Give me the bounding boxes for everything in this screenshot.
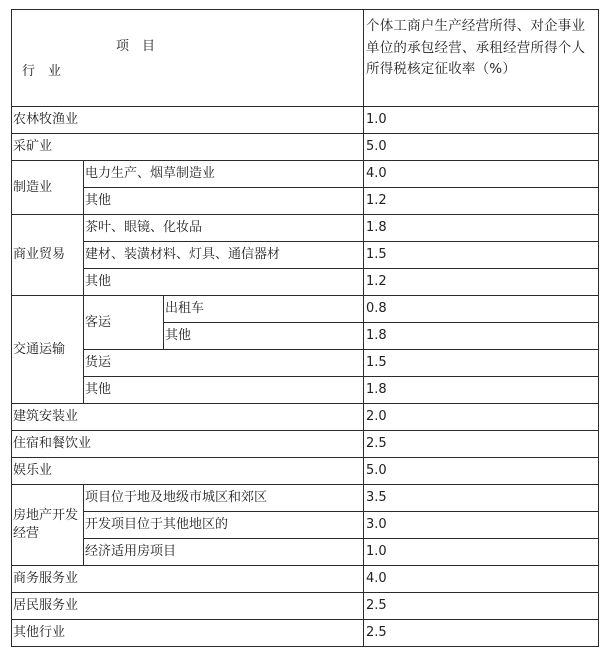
industry-name: 交通运输: [12, 296, 84, 404]
sub-item-name: 开发项目位于其他地区的: [84, 512, 364, 539]
industry-name: 娱乐业: [12, 458, 364, 485]
rate-value: 2.5: [364, 431, 599, 458]
industry-name: 住宿和餐饮业: [12, 431, 364, 458]
table-row: [12, 593, 599, 620]
table-row: [12, 188, 599, 215]
sub-sub-item-name: 出租车: [164, 296, 364, 323]
sub-item-name: 电力生产、烟草制造业: [84, 161, 364, 188]
rate-value: 1.8: [364, 323, 599, 350]
rate-value: 1.5: [364, 350, 599, 377]
rate-value: 5.0: [364, 134, 599, 161]
sub-item-name: 客运: [84, 296, 164, 350]
industry-name: 建筑安装业: [12, 404, 364, 431]
table-row: [12, 242, 599, 269]
rate-value: 1.2: [364, 269, 599, 296]
table-row: [12, 431, 599, 458]
rate-value: 5.0: [364, 458, 599, 485]
rate-value: 4.0: [364, 161, 599, 188]
table-row: [12, 458, 599, 485]
table-row: [12, 620, 599, 647]
rate-value: 2.0: [364, 404, 599, 431]
tax-rate-table-container: [11, 9, 599, 647]
table-row: [12, 539, 599, 566]
rate-value: 1.0: [364, 539, 599, 566]
sub-item-name: 其他: [84, 188, 364, 215]
sub-item-name: 茶叶、眼镜、化妆品: [84, 215, 364, 242]
rate-value: 2.5: [364, 620, 599, 647]
rate-value: 2.5: [364, 593, 599, 620]
table-row: [12, 350, 599, 377]
table-row: [12, 269, 599, 296]
rate-value: 3.0: [364, 512, 599, 539]
industry-name: 居民服务业: [12, 593, 364, 620]
rate-value: 1.8: [364, 377, 599, 404]
table-header-row: [12, 10, 599, 107]
sub-sub-item-name: 其他: [164, 323, 364, 350]
industry-name: 商务服务业: [12, 566, 364, 593]
rate-value: 1.0: [364, 107, 599, 134]
table-row: [12, 377, 599, 404]
sub-item-name: 货运: [84, 350, 364, 377]
rate-value: 1.8: [364, 215, 599, 242]
table-row: [12, 134, 599, 161]
sub-item-name: 其他: [84, 269, 364, 296]
industry-name: 商业贸易: [12, 215, 84, 296]
industry-name: 房地产开发经营: [12, 485, 84, 566]
table-row: [12, 296, 599, 323]
table-row: [12, 485, 599, 512]
industry-name: 制造业: [12, 161, 84, 215]
table-row: [12, 107, 599, 134]
industry-name: 其他行业: [12, 620, 364, 647]
header-diagonal-cell: [12, 10, 364, 107]
industry-name: 采矿业: [12, 134, 364, 161]
table-row: [12, 404, 599, 431]
rate-value: 4.0: [364, 566, 599, 593]
table-row: [12, 566, 599, 593]
table-row: [12, 215, 599, 242]
rate-value: 0.8: [364, 296, 599, 323]
header-industry-label: 行 业: [22, 64, 62, 79]
rate-value: 1.5: [364, 242, 599, 269]
sub-item-name: 其他: [84, 377, 364, 404]
rate-value: 3.5: [364, 485, 599, 512]
header-rate-label: 个体工商户生产经营所得、对企事业单位的承包经营、承租经营所得个人所得税核定征收率（%）: [364, 10, 599, 107]
industry-name: 农林牧渔业: [12, 107, 364, 134]
table-row: [12, 161, 599, 188]
table-row: [12, 512, 599, 539]
sub-item-name: 建材、装潢材料、灯具、通信器材: [84, 242, 364, 269]
sub-item-name: 经济适用房项目: [84, 539, 364, 566]
rate-value: 1.2: [364, 188, 599, 215]
header-item-label: 项 目: [116, 39, 156, 54]
tax-rate-table: [11, 9, 599, 647]
sub-item-name: 项目位于地及地级市城区和郊区: [84, 485, 364, 512]
